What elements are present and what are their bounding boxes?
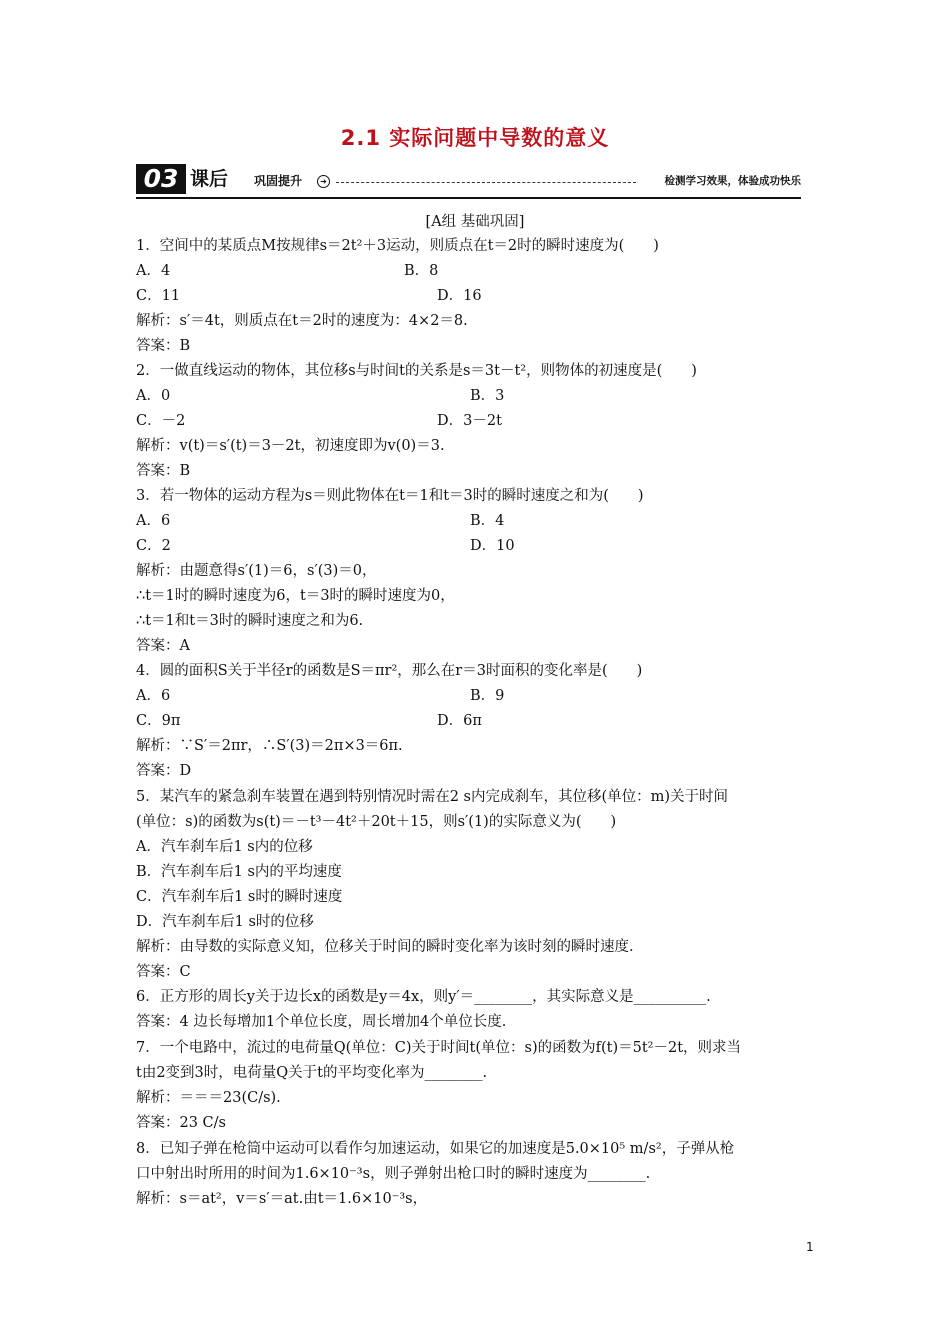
text-line: ∴t＝1和t＝3时的瞬时速度之和为6.: [136, 613, 364, 629]
arrow-right-icon: ➜: [317, 175, 330, 188]
text-line: 6．正方形的周长y关于边长x的函数是y＝4x，则y′＝________，其实际意义是__________.: [136, 989, 711, 1005]
banner-subtitle: 巩固提升: [254, 174, 303, 188]
banner-tagline: 检测学习效果，体验成功快乐: [664, 175, 801, 187]
text-line: 4．圆的面积S关于半径r的函数是S＝πr²，那么在r＝3时面积的变化率是( ): [136, 663, 643, 679]
text-line: C．－2: [136, 413, 186, 429]
text-line: D．16: [437, 288, 482, 304]
text-line: B．4: [470, 513, 505, 529]
text-line: 3．若一物体的运动方程为s＝则此物体在t＝1和t＝3时的瞬时速度之和为( ): [136, 488, 644, 504]
text-line: D．10: [470, 538, 515, 554]
text-line: 口中射出时所用的时间为1.6×10⁻³s，则子弹射出枪口时的瞬时速度为________.: [136, 1166, 651, 1182]
text-line: A．汽车刹车后1 s内的位移: [136, 839, 313, 855]
text-line: A．6: [136, 513, 171, 529]
banner-rule: [136, 197, 801, 199]
page-number: 1: [806, 1240, 814, 1254]
text-line: 答案：23 C/s: [136, 1115, 226, 1131]
text-line: C．2: [136, 538, 171, 554]
text-line: 答案：4 边长每增加1个单位长度，周长增加4个单位长度.: [136, 1014, 507, 1030]
section-banner: [136, 164, 801, 200]
text-line: 解析：v(t)＝s′(t)＝3－2t，初速度即为v(0)＝3.: [136, 438, 445, 454]
section-heading: [A组 基础巩固]: [425, 214, 525, 230]
text-line: 解析：＝＝＝23(C/s).: [136, 1090, 281, 1106]
text-line: C．11: [136, 288, 181, 304]
text-line: 7．一个电路中，流过的电荷量Q(单位：C)关于时间t(单位：s)的函数为f(t)＝5t²－2t，则求当: [136, 1040, 742, 1056]
text-line: 解析：∵S′＝2πr，∴S′(3)＝2π×3＝6π.: [136, 738, 403, 754]
text-line: 答案：B: [136, 338, 191, 354]
text-line: B．8: [404, 263, 439, 279]
text-line: 答案：B: [136, 463, 191, 479]
text-line: D．汽车刹车后1 s时的位移: [136, 914, 314, 930]
banner-dashed-line: [336, 182, 636, 183]
text-line: ∴t＝1时的瞬时速度为6，t＝3时的瞬时速度为0，: [136, 588, 455, 604]
text-line: B．汽车刹车后1 s内的平均速度: [136, 864, 342, 880]
text-line: (单位：s)的函数为s(t)＝－t³－4t²＋20t＋15，则s′(1)的实际意义为( ): [136, 814, 617, 830]
banner-word: 课后: [190, 168, 229, 190]
text-line: 解析：s＝at²，v＝s′＝at.由t＝1.6×10⁻³s，: [136, 1191, 428, 1207]
text-line: 解析：由导数的实际意义知，位移关于时间的瞬时变化率为该时刻的瞬时速度.: [136, 939, 634, 955]
text-line: A．0: [136, 388, 171, 404]
text-line: 2．一做直线运动的物体，其位移s与时间t的关系是s＝3t－t²，则物体的初速度是( ): [136, 363, 697, 379]
text-line: B．9: [470, 688, 505, 704]
text-line: 1．空间中的某质点M按规律s＝2t²＋3运动，则质点在t＝2时的瞬时速度为( ): [136, 238, 659, 254]
page-title: 2.1 实际问题中导数的意义: [340, 126, 610, 150]
text-line: D．3－2t: [437, 413, 502, 429]
text-line: A．4: [136, 263, 171, 279]
text-line: A．6: [136, 688, 171, 704]
text-line: D．6π: [437, 713, 482, 729]
text-line: C．汽车刹车后1 s时的瞬时速度: [136, 889, 343, 905]
text-line: 答案：C: [136, 964, 191, 980]
text-line: t由2变到3时，电荷量Q关于t的平均变化率为________.: [136, 1065, 488, 1081]
text-line: 答案：A: [136, 638, 190, 654]
banner-number: 03: [136, 164, 186, 194]
text-line: 答案：D: [136, 763, 192, 779]
text-line: 8．已知子弹在枪筒中运动可以看作匀加速运动，如果它的加速度是5.0×10⁵ m/s²，子弹从枪: [136, 1141, 735, 1157]
text-line: 解析：s′＝4t，则质点在t＝2时的速度为：4×2＝8.: [136, 313, 468, 329]
text-line: B．3: [470, 388, 505, 404]
text-line: 解析：由题意得s′(1)＝6，s′(3)＝0，: [136, 563, 377, 579]
text-line: 5．某汽车的紧急刹车装置在遇到特别情况时需在2 s内完成刹车，其位移(单位：m)关于时间: [136, 789, 729, 805]
text-line: C．9π: [136, 713, 181, 729]
